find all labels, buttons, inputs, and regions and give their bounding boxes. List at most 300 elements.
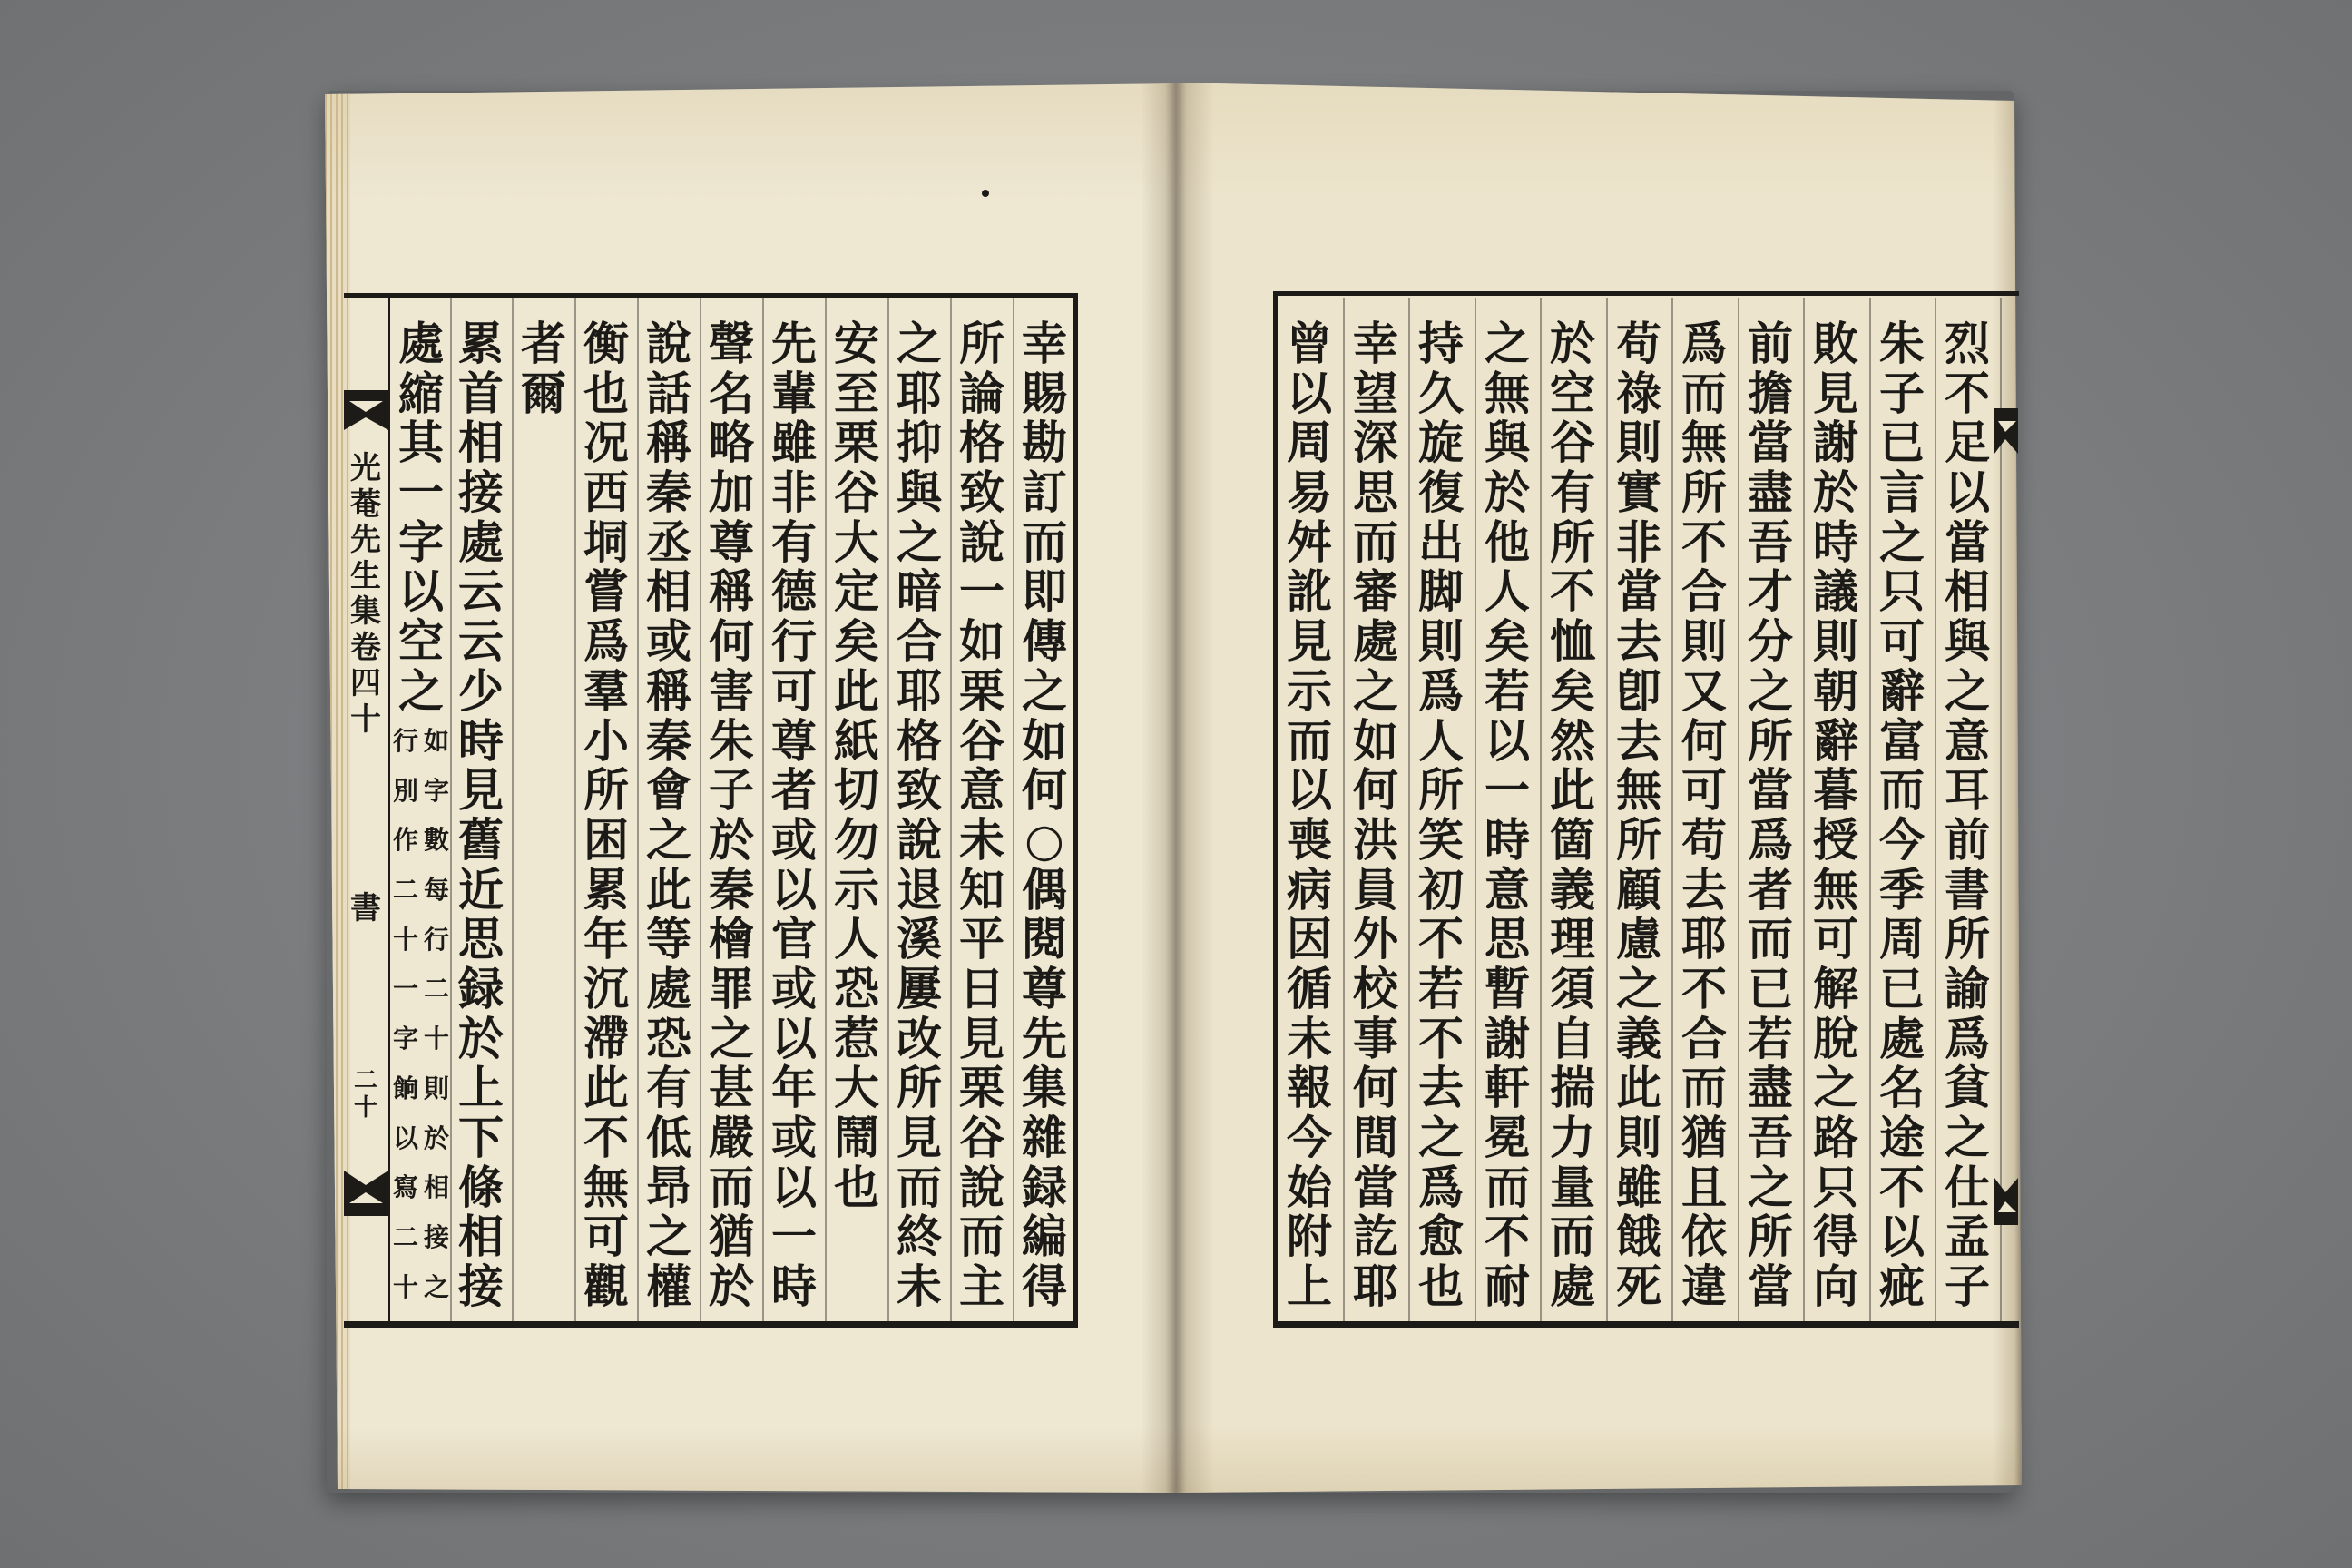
character-glyph: 幸 <box>1022 319 1067 369</box>
character-glyph: 以 <box>1287 766 1332 816</box>
character-glyph: 平 <box>959 915 1004 965</box>
character-glyph: 等 <box>646 915 691 965</box>
character-glyph: 之 <box>646 815 691 866</box>
character-glyph: 處 <box>1353 617 1398 667</box>
character-glyph: 相 <box>646 567 691 618</box>
text-column <box>1016 319 1073 1312</box>
left-frame-bottom-rule <box>344 1321 1078 1328</box>
character-glyph: 然 <box>1550 716 1595 767</box>
character-glyph: 言 <box>1879 468 1925 518</box>
column-rule <box>887 298 889 1321</box>
character-glyph: 則 <box>1616 418 1661 469</box>
character-glyph: 當 <box>1353 1162 1398 1213</box>
character-glyph: 耐 <box>1485 1262 1530 1312</box>
character-glyph: 於 <box>709 815 754 866</box>
character-glyph: 觀 <box>583 1262 629 1312</box>
character-glyph: 栗 <box>959 666 1004 717</box>
character-glyph: 與 <box>1945 617 1990 667</box>
character-glyph: 義 <box>1616 1014 1661 1064</box>
character-glyph: 見 <box>959 1014 1004 1064</box>
character-glyph: 恤 <box>1550 617 1595 667</box>
character-glyph: 則 <box>1681 617 1727 667</box>
character-glyph: 以 <box>1879 1212 1925 1263</box>
character-glyph: 之 <box>709 1014 754 1064</box>
character-glyph: 會 <box>646 766 691 816</box>
character-glyph: 未 <box>897 1262 942 1312</box>
character-glyph: 空 <box>1550 368 1595 419</box>
character-glyph: 人 <box>834 915 879 965</box>
character-glyph: 若 <box>1485 666 1530 717</box>
character-glyph: 違 <box>1681 1262 1727 1312</box>
character-glyph: 之 <box>897 517 942 568</box>
character-glyph: 矣 <box>1485 617 1530 667</box>
character-glyph: 爲 <box>1418 1162 1464 1213</box>
character-glyph: 上 <box>1287 1262 1332 1312</box>
character-glyph: 所 <box>897 1063 942 1113</box>
character-glyph: 吾 <box>1748 517 1793 568</box>
character-glyph: 義 <box>1550 865 1595 916</box>
character-glyph: 不 <box>1681 964 1727 1014</box>
center-strip-rule <box>388 293 390 1328</box>
character-glyph: 朱 <box>709 716 754 767</box>
character-glyph: 別 <box>392 775 418 806</box>
character-glyph: 時 <box>1485 815 1530 866</box>
character-glyph: 矣 <box>1550 666 1595 717</box>
character-glyph: 丞 <box>646 517 691 568</box>
character-glyph: 下 <box>458 1113 504 1163</box>
character-glyph: 而 <box>1353 517 1398 568</box>
character-glyph: 可 <box>583 1212 629 1263</box>
character-glyph: 退 <box>897 865 942 916</box>
character-glyph: 集 <box>350 594 381 630</box>
character-glyph: 者 <box>771 766 817 816</box>
character-glyph: 意 <box>1945 716 1990 767</box>
character-glyph: 曾 <box>1287 319 1332 369</box>
character-glyph: 與 <box>1485 418 1530 469</box>
right-frame-top-rule <box>1273 291 2019 296</box>
character-glyph: 嚴 <box>709 1113 754 1163</box>
character-glyph: 或 <box>771 1113 817 1163</box>
character-glyph: 所 <box>1681 468 1727 518</box>
character-glyph: 而 <box>959 1212 1004 1263</box>
character-glyph: 字 <box>392 1024 418 1054</box>
character-glyph: 深 <box>1353 418 1398 469</box>
character-glyph: 合 <box>1681 1014 1727 1064</box>
character-glyph: 所 <box>583 766 629 816</box>
character-glyph: 循 <box>1287 964 1332 1014</box>
character-glyph: 於 <box>458 1014 504 1064</box>
character-glyph: 云 <box>458 617 504 667</box>
character-glyph: 事 <box>1353 1014 1398 1064</box>
column-rule <box>950 298 952 1321</box>
character-glyph: 此 <box>834 666 879 717</box>
character-glyph: 人 <box>1418 716 1464 767</box>
character-glyph: 如 <box>959 617 1004 667</box>
character-glyph: 也 <box>1418 1262 1464 1312</box>
character-glyph: 爾 <box>521 368 566 419</box>
character-glyph: 論 <box>959 368 1004 419</box>
character-glyph: 非 <box>771 468 817 518</box>
character-glyph: 爲 <box>1748 815 1793 866</box>
character-glyph: 慮 <box>1616 915 1661 965</box>
character-glyph: 之 <box>1945 1113 1990 1163</box>
character-glyph: 合 <box>1681 567 1727 618</box>
character-glyph: 首 <box>458 368 504 419</box>
character-glyph: 改 <box>897 1014 942 1064</box>
character-glyph: 實 <box>1616 468 1661 518</box>
character-glyph: 分 <box>1748 617 1793 667</box>
character-glyph: 年 <box>771 1063 817 1113</box>
character-glyph: 則 <box>423 1073 449 1103</box>
character-glyph: 溪 <box>897 915 942 965</box>
character-glyph: 笑 <box>1418 815 1464 866</box>
text-column <box>1610 319 1668 1312</box>
character-glyph: 稱 <box>646 666 691 717</box>
character-glyph: 勘 <box>1022 418 1067 469</box>
character-glyph: 見 <box>897 1113 942 1163</box>
character-glyph: 録 <box>1022 1162 1067 1213</box>
character-glyph: 先 <box>771 319 817 369</box>
character-glyph: 於 <box>709 1262 754 1312</box>
column-rule <box>512 298 514 1321</box>
character-glyph: 此 <box>646 865 691 916</box>
character-glyph: 尊 <box>709 517 754 568</box>
character-glyph: 沉 <box>583 964 629 1014</box>
character-glyph: 或 <box>771 815 817 866</box>
character-glyph: 爲 <box>1681 319 1727 369</box>
text-column <box>453 319 509 1312</box>
character-glyph: 困 <box>583 815 629 866</box>
character-glyph: 不 <box>1418 1014 1464 1064</box>
character-glyph: 無 <box>1485 368 1530 419</box>
character-glyph: 賜 <box>1022 368 1067 419</box>
character-glyph: 二 <box>392 875 418 906</box>
character-glyph: 耳 <box>1945 766 1990 816</box>
character-glyph: 無 <box>1681 418 1727 469</box>
text-column <box>954 319 1010 1312</box>
character-glyph: 行 <box>423 924 449 955</box>
character-glyph: 十 <box>392 924 418 955</box>
character-glyph: 羣 <box>583 666 629 717</box>
character-glyph: 而 <box>897 1162 942 1213</box>
character-glyph: 於 <box>1813 468 1858 518</box>
character-glyph: 名 <box>1879 1063 1925 1113</box>
character-glyph: 接 <box>458 1262 504 1312</box>
character-glyph: 時 <box>771 1262 817 1312</box>
character-glyph: 不 <box>1550 567 1595 618</box>
text-column <box>828 319 885 1312</box>
character-glyph: 揣 <box>1550 1063 1595 1113</box>
character-glyph: 十 <box>350 701 381 738</box>
character-glyph: 見 <box>1813 368 1858 419</box>
character-glyph: 示 <box>834 865 879 916</box>
right-frame-side-rule <box>1273 291 1278 1328</box>
character-glyph: 校 <box>1353 964 1398 1014</box>
character-glyph: 以 <box>1485 716 1530 767</box>
character-glyph: 抑 <box>897 418 942 469</box>
column-rule <box>1738 298 1740 1321</box>
character-glyph: 見 <box>458 766 504 816</box>
character-glyph: 恐 <box>834 964 879 1014</box>
character-glyph: 而 <box>1681 1063 1727 1113</box>
character-glyph: 與 <box>897 468 942 518</box>
text-column <box>1478 319 1536 1312</box>
column-rule <box>574 298 576 1321</box>
character-glyph: 如 <box>423 726 449 756</box>
annotation-column-left <box>392 717 419 1313</box>
character-glyph: 日 <box>959 964 1004 1014</box>
character-glyph: 須 <box>1550 964 1595 1014</box>
character-glyph: 如 <box>1022 716 1067 767</box>
character-glyph: 如 <box>1353 716 1398 767</box>
character-glyph: 處 <box>646 964 691 1014</box>
text-column <box>1675 319 1733 1312</box>
character-glyph: 於 <box>1485 468 1530 518</box>
character-glyph: ○ <box>1024 815 1064 866</box>
character-glyph: 持 <box>1418 319 1464 369</box>
character-glyph: 有 <box>646 1063 691 1113</box>
character-glyph: 或 <box>771 964 817 1014</box>
character-glyph: 秦 <box>709 865 754 916</box>
character-glyph: 低 <box>646 1113 691 1163</box>
character-glyph: 相 <box>423 1172 449 1203</box>
character-glyph: 訂 <box>1022 468 1067 518</box>
character-glyph: 思 <box>458 915 504 965</box>
character-glyph: 書 <box>350 891 381 926</box>
column-rule <box>825 298 827 1321</box>
character-glyph: 喪 <box>1287 815 1332 866</box>
character-glyph: 聲 <box>709 319 754 369</box>
character-glyph: 而 <box>1748 915 1793 965</box>
character-glyph: 自 <box>1550 1014 1595 1064</box>
character-glyph: 意 <box>1485 865 1530 916</box>
character-glyph: 訛 <box>1287 567 1332 618</box>
character-glyph: 可 <box>1813 915 1858 965</box>
character-glyph: 所 <box>1945 915 1990 965</box>
character-glyph: 四 <box>350 666 381 701</box>
character-glyph: 於 <box>423 1122 449 1153</box>
character-glyph: 數 <box>423 825 449 856</box>
text-column <box>1807 319 1865 1312</box>
character-glyph: 之 <box>1945 666 1990 717</box>
character-glyph: 害 <box>709 666 754 717</box>
character-glyph: 主 <box>959 1262 1004 1312</box>
character-glyph: 力 <box>1550 1113 1595 1163</box>
character-glyph: 只 <box>1879 567 1925 618</box>
character-glyph: 接 <box>458 468 504 518</box>
column-rule <box>1671 298 1673 1321</box>
character-glyph: 當 <box>1616 567 1661 618</box>
character-glyph: 今 <box>1287 1113 1332 1163</box>
character-glyph: 字 <box>398 517 444 568</box>
column-rule <box>762 298 764 1321</box>
character-glyph: 切 <box>834 766 879 816</box>
character-glyph: 之 <box>1748 1162 1793 1213</box>
character-glyph: 去 <box>1616 617 1661 667</box>
column-rule <box>1869 298 1871 1321</box>
character-glyph: 審 <box>1353 567 1398 618</box>
character-glyph: 時 <box>1813 517 1858 568</box>
character-glyph: 而 <box>1485 1162 1530 1213</box>
character-glyph: 舊 <box>458 815 504 866</box>
character-glyph: 有 <box>771 517 817 568</box>
character-glyph: 空 <box>398 617 444 667</box>
character-glyph: 一 <box>1485 766 1530 816</box>
character-glyph: 德 <box>771 567 817 618</box>
character-glyph: 縮 <box>398 368 444 419</box>
character-glyph: 子 <box>1879 368 1925 419</box>
column-rule <box>1343 298 1345 1321</box>
character-glyph: 謝 <box>1485 1014 1530 1064</box>
character-glyph: 何 <box>1022 766 1067 816</box>
character-glyph: 加 <box>709 468 754 518</box>
character-glyph: 朱 <box>1879 319 1925 369</box>
character-glyph: 甚 <box>709 1063 754 1113</box>
annotation-column-right <box>423 717 450 1313</box>
character-glyph: 也 <box>834 1162 879 1213</box>
character-glyph: 谷 <box>959 1113 1004 1163</box>
character-glyph: 以 <box>398 567 444 618</box>
character-glyph: 十 <box>423 1024 449 1054</box>
character-glyph: 不 <box>1418 915 1464 965</box>
character-glyph: 見 <box>1287 617 1332 667</box>
character-glyph: 孟 <box>1945 1212 1990 1263</box>
character-glyph: 之 <box>897 319 942 369</box>
book-title <box>348 451 384 738</box>
character-glyph: 箇 <box>1550 815 1595 866</box>
column-rule <box>1540 298 1542 1321</box>
character-glyph: 官 <box>771 915 817 965</box>
character-glyph: 何 <box>1353 766 1398 816</box>
character-glyph: 不 <box>1681 517 1727 568</box>
character-glyph: 員 <box>1353 865 1398 916</box>
character-glyph: 何 <box>1353 1063 1398 1113</box>
character-glyph: 無 <box>583 1162 629 1213</box>
character-glyph: 昻 <box>646 1162 691 1213</box>
character-glyph: 鬧 <box>834 1113 879 1163</box>
character-glyph: 以 <box>1287 368 1332 419</box>
character-glyph: 周 <box>1287 418 1332 469</box>
character-glyph: 爲 <box>1418 666 1464 717</box>
character-glyph: 處 <box>458 517 504 568</box>
character-glyph: 死 <box>1616 1262 1661 1312</box>
character-glyph: 何 <box>1681 716 1727 767</box>
character-glyph: 依 <box>1681 1212 1727 1263</box>
character-glyph: 可 <box>1879 617 1925 667</box>
character-glyph: 之 <box>1616 964 1661 1014</box>
character-glyph: 已 <box>1879 964 1925 1014</box>
character-glyph: 諭 <box>1945 964 1990 1014</box>
character-glyph: 量 <box>1550 1162 1595 1213</box>
character-glyph: 當 <box>1748 418 1793 469</box>
character-glyph: 子 <box>1945 1262 1990 1312</box>
character-glyph: 恐 <box>646 1014 691 1064</box>
character-glyph: 顧 <box>1616 865 1661 916</box>
character-glyph: 格 <box>897 716 942 767</box>
character-glyph: 烈 <box>1945 319 1990 369</box>
character-glyph: 盡 <box>1748 468 1793 518</box>
ink-dot <box>982 190 989 197</box>
character-glyph: 去 <box>1418 1063 1464 1113</box>
character-glyph: 累 <box>458 319 504 369</box>
character-glyph: 而 <box>1681 368 1727 419</box>
character-glyph: 十 <box>353 1094 377 1122</box>
character-glyph: 仕 <box>1945 1162 1990 1213</box>
character-glyph: 旋 <box>1418 418 1464 469</box>
column-rule <box>1013 298 1014 1321</box>
character-glyph: 稱 <box>646 418 691 469</box>
character-glyph: 前 <box>1748 319 1793 369</box>
character-glyph: 以 <box>771 865 817 916</box>
character-glyph: 訖 <box>1353 1212 1398 1263</box>
character-glyph: 路 <box>1813 1113 1858 1163</box>
character-glyph: 愈 <box>1418 1212 1464 1263</box>
character-glyph: 議 <box>1813 567 1858 618</box>
text-column <box>515 319 572 1312</box>
character-glyph: 以 <box>771 1162 817 1213</box>
character-glyph: 何 <box>709 617 754 667</box>
character-glyph: 一 <box>398 468 444 518</box>
character-glyph: 猶 <box>709 1212 754 1263</box>
character-glyph: 子 <box>709 766 754 816</box>
text-column <box>1873 319 1931 1312</box>
character-glyph: 稱 <box>709 567 754 618</box>
character-glyph: 朝 <box>1813 666 1858 717</box>
character-glyph: 說 <box>897 815 942 866</box>
left-frame-top-rule <box>344 293 1078 298</box>
character-glyph: 病 <box>1287 865 1332 916</box>
character-glyph: 勿 <box>834 815 879 866</box>
character-glyph: 光 <box>350 451 381 486</box>
character-glyph: 則 <box>1616 1113 1661 1163</box>
character-glyph: 雖 <box>771 418 817 469</box>
character-glyph: 秦 <box>646 716 691 767</box>
character-glyph: 此 <box>1550 766 1595 816</box>
character-glyph: 他 <box>1485 517 1530 568</box>
character-glyph: 耶 <box>897 368 942 419</box>
character-glyph: 所 <box>1616 815 1661 866</box>
character-glyph: 爲 <box>583 617 629 667</box>
character-glyph: 而 <box>709 1162 754 1213</box>
character-glyph: 得 <box>1813 1212 1858 1263</box>
character-glyph: 思 <box>1353 468 1398 518</box>
character-glyph: 一 <box>771 1212 817 1263</box>
character-glyph: 猶 <box>1681 1113 1727 1163</box>
character-glyph: 此 <box>583 1063 629 1113</box>
character-glyph: 暗 <box>897 567 942 618</box>
character-glyph: 垌 <box>583 517 629 568</box>
character-glyph: 而 <box>1879 766 1925 816</box>
character-glyph: 卷 <box>350 630 381 666</box>
character-glyph: 初 <box>1418 865 1464 916</box>
character-glyph: 少 <box>458 666 504 717</box>
character-glyph: 處 <box>1550 1262 1595 1312</box>
character-glyph: 易 <box>1287 468 1332 518</box>
character-glyph: 云 <box>458 567 504 618</box>
character-glyph: 卽 <box>1616 666 1661 717</box>
page-number <box>348 1067 384 1122</box>
text-column <box>1347 319 1405 1312</box>
character-glyph: 累 <box>583 865 629 916</box>
character-glyph: 所 <box>1550 517 1595 568</box>
character-glyph: 字 <box>423 775 449 806</box>
left-frame-side-rule <box>1073 293 1078 1328</box>
character-glyph: 閱 <box>1022 915 1067 965</box>
character-glyph: 相 <box>1945 567 1990 618</box>
character-glyph: 惹 <box>834 1014 879 1064</box>
character-glyph: 才 <box>1748 567 1793 618</box>
character-glyph: 餓 <box>1616 1212 1661 1263</box>
